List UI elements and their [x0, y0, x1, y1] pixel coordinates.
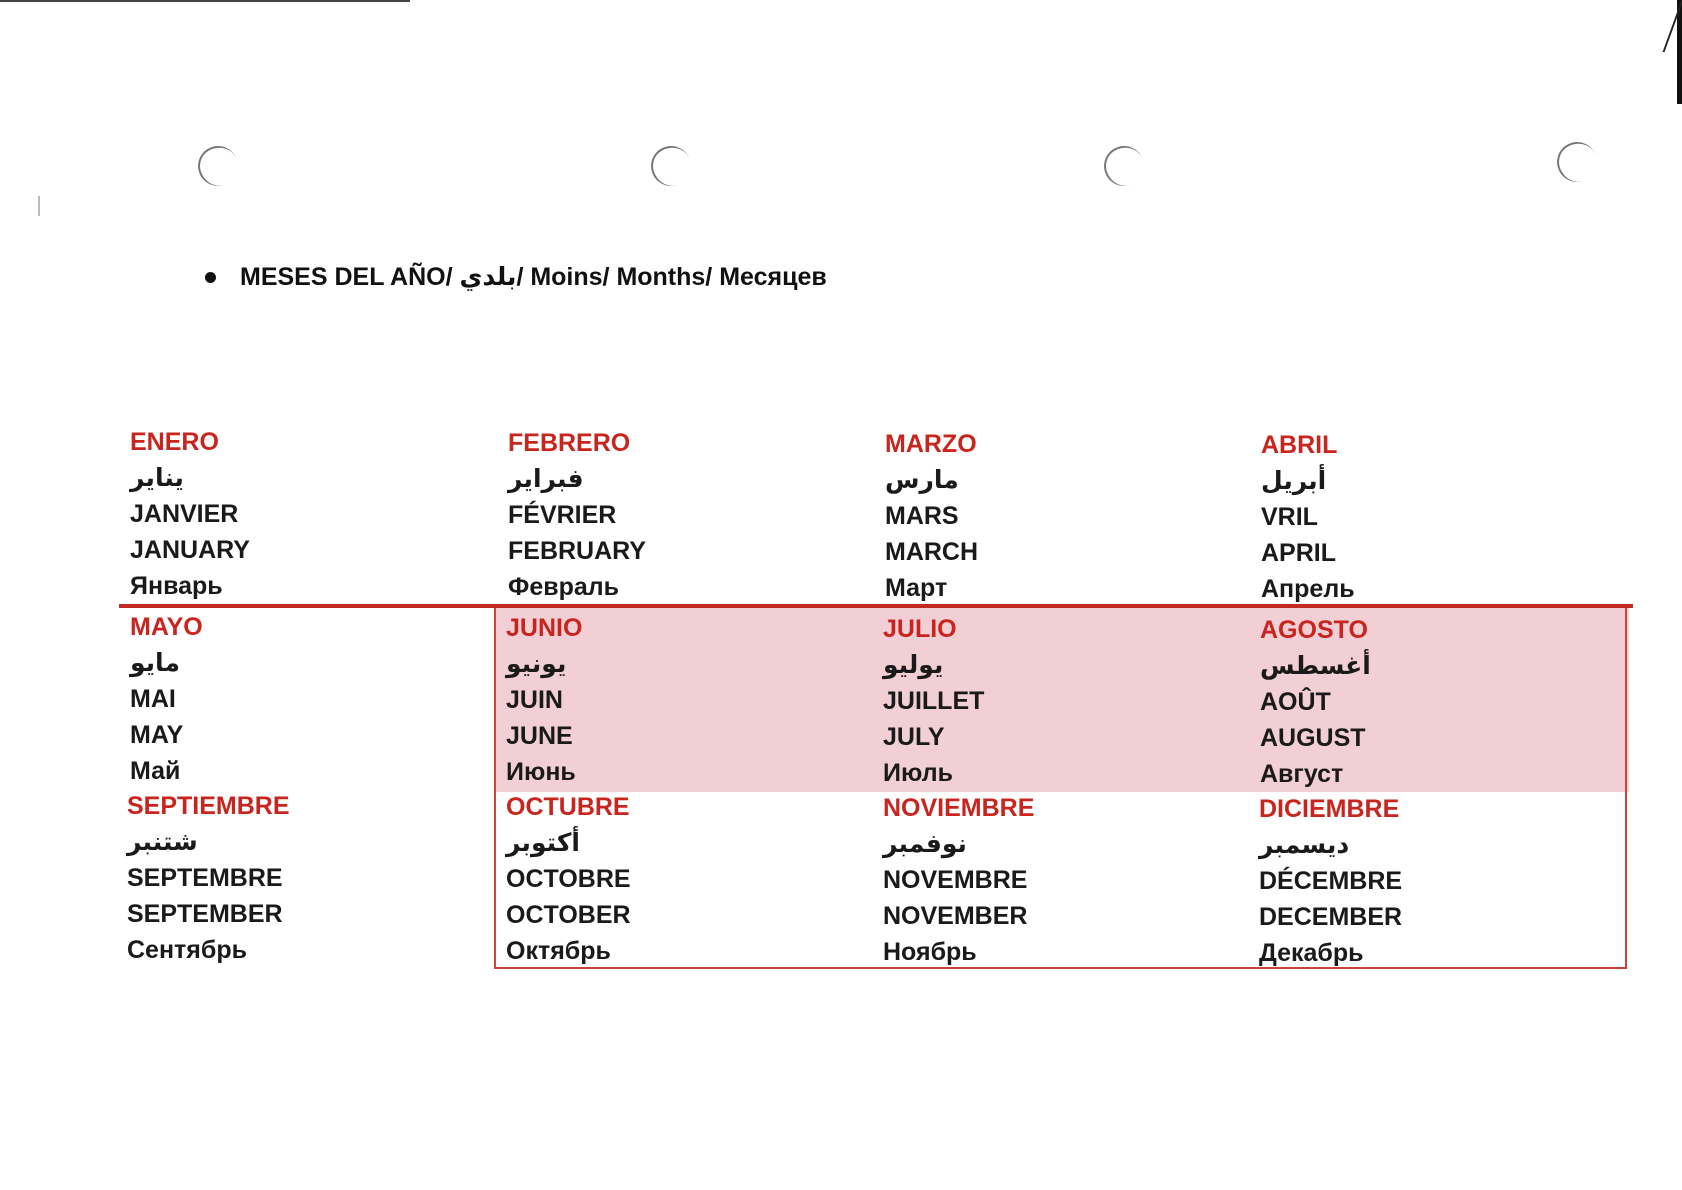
month-ar: أكتوبر	[506, 829, 580, 857]
month-ar: أبريل	[1261, 467, 1327, 495]
month-en: OCTOBER	[506, 901, 631, 929]
month-es: JULIO	[883, 615, 957, 643]
month-cell-february	[508, 425, 868, 605]
month-en: MAY	[130, 721, 184, 749]
month-fr: NOVEMBRE	[883, 866, 1028, 894]
month-es: DICIEMBRE	[1259, 795, 1400, 823]
month-en: AUGUST	[1260, 724, 1366, 752]
month-ru: Октябрь	[506, 937, 611, 965]
month-fr: JUIN	[506, 686, 563, 714]
month-fr: MARS	[885, 502, 959, 530]
month-cell-january	[130, 424, 490, 604]
punch-hole-4	[1551, 136, 1602, 187]
scan-edge-top	[0, 0, 410, 2]
month-ru: Август	[1260, 760, 1344, 788]
month-fr: DÉCEMBRE	[1259, 867, 1403, 895]
month-es: JUNIO	[506, 614, 583, 642]
month-en: NOVEMBER	[883, 902, 1028, 930]
section-heading	[205, 262, 827, 292]
month-ar: ديسمبر	[1259, 831, 1350, 859]
month-ar: شتنبر	[127, 828, 198, 856]
month-fr: VRIL	[1261, 503, 1318, 531]
heading-text: MESES DEL AÑO/ بلدي/ Moins/ Months/ Месяцев	[240, 263, 827, 291]
month-es: MAYO	[130, 613, 203, 641]
month-es: SEPTIEMBRE	[127, 792, 290, 820]
month-ru: Февраль	[508, 573, 620, 601]
month-ru: Март	[885, 574, 948, 602]
month-es: ENERO	[130, 428, 219, 456]
month-ru: Июнь	[506, 758, 576, 786]
month-en: MARCH	[885, 538, 979, 566]
month-en: DECEMBER	[1259, 903, 1403, 931]
month-cell-march	[885, 426, 1245, 606]
month-ar: يونيو	[506, 650, 567, 678]
punch-hole-1	[192, 140, 243, 191]
month-cell-april	[1261, 427, 1621, 607]
month-en: JULY	[883, 723, 945, 751]
bullet-icon	[205, 272, 216, 283]
punch-hole-3	[1098, 140, 1149, 191]
month-fr: AOÛT	[1260, 688, 1331, 716]
punch-hole-2	[645, 140, 696, 191]
month-en: JUNE	[506, 722, 573, 750]
month-en: APRIL	[1261, 539, 1336, 567]
month-ru: Ноябрь	[883, 938, 977, 966]
month-ar: أغسطس	[1260, 652, 1371, 680]
month-ru: Январь	[130, 572, 223, 600]
month-cell-september	[127, 788, 487, 968]
month-ru: Май	[130, 757, 181, 785]
month-es: AGOSTO	[1260, 616, 1368, 644]
month-en: SEPTEMBER	[127, 900, 283, 928]
month-ar: مايو	[130, 649, 180, 677]
month-es: FEBRERO	[508, 429, 631, 457]
month-cell-may	[130, 609, 490, 789]
month-es: NOVIEMBRE	[883, 794, 1035, 822]
month-en: JANUARY	[130, 536, 250, 564]
month-ru: Апрель	[1261, 575, 1355, 603]
month-en: FEBRUARY	[508, 537, 646, 565]
month-cell-july	[883, 611, 1243, 791]
month-fr: OCTOBRE	[506, 865, 631, 893]
month-cell-august	[1260, 612, 1620, 792]
month-fr: JANVIER	[130, 500, 239, 528]
month-fr: MAI	[130, 685, 176, 713]
month-ar: يناير	[130, 464, 184, 492]
month-fr: JUILLET	[883, 687, 985, 715]
month-ar: فبراير	[508, 465, 584, 493]
month-es: OCTUBRE	[506, 793, 630, 821]
month-ru: Декабрь	[1259, 939, 1364, 967]
month-ru: Июль	[883, 759, 953, 787]
month-ar: مارس	[885, 466, 959, 494]
scan-tick-mark	[38, 196, 40, 216]
month-cell-june	[506, 610, 866, 790]
month-es: MARZO	[885, 430, 977, 458]
month-ru: Сентябрь	[127, 936, 247, 964]
month-ar: يوليو	[883, 651, 944, 679]
month-cell-december	[1259, 791, 1619, 971]
month-cell-november	[883, 790, 1243, 970]
month-fr: SEPTEMBRE	[127, 864, 283, 892]
month-fr: FÉVRIER	[508, 501, 617, 529]
month-es: ABRIL	[1261, 431, 1338, 459]
month-cell-october	[506, 789, 866, 969]
month-ar: نوفمبر	[883, 830, 967, 858]
